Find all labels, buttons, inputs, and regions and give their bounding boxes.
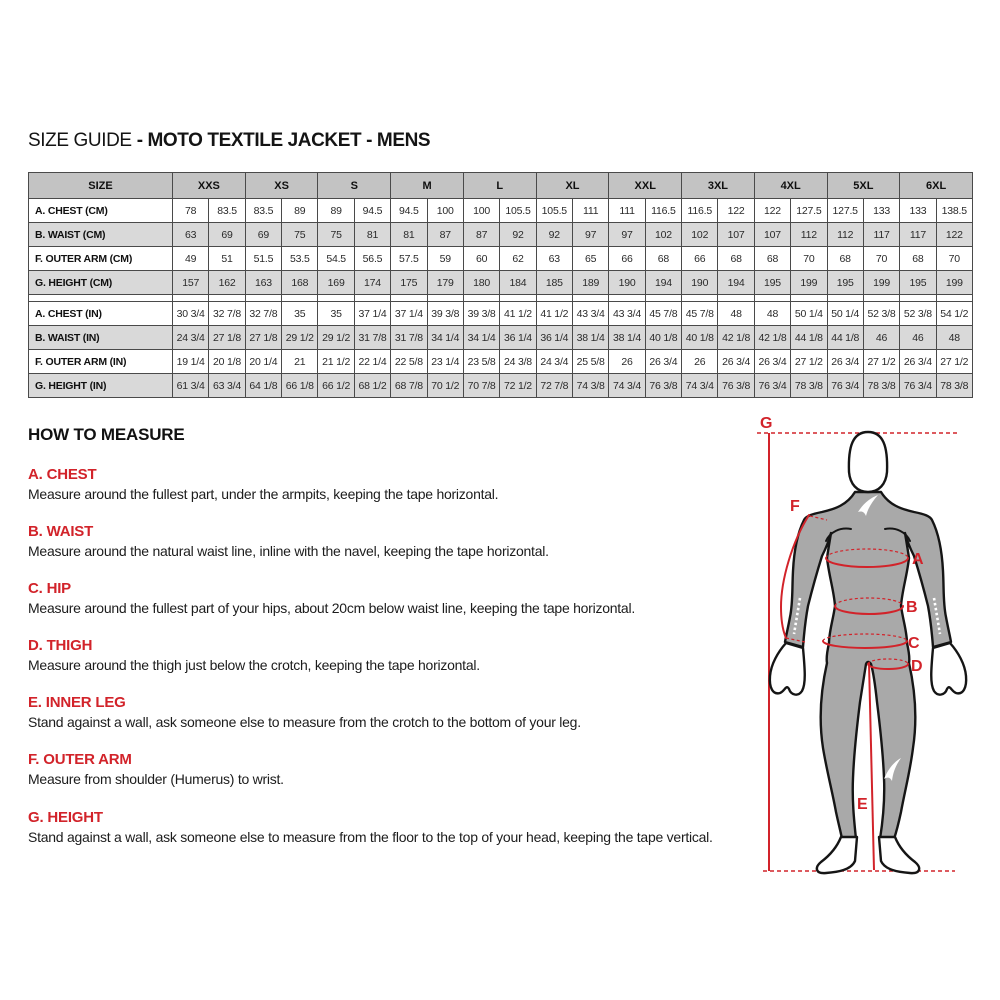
size-value-cell: 138.5 <box>936 199 972 223</box>
col-header-6xl: 6XL <box>900 173 973 199</box>
row-label: G. HEIGHT (IN) <box>29 374 173 398</box>
size-value-cell: 50 1/4 <box>791 302 827 326</box>
separator-cell <box>354 295 390 302</box>
separator-cell <box>500 295 536 302</box>
figure-label-c: C <box>908 635 920 652</box>
size-value-cell: 54 1/2 <box>936 302 972 326</box>
size-value-cell: 37 1/4 <box>354 302 390 326</box>
col-header-l: L <box>463 173 536 199</box>
size-value-cell: 39 3/8 <box>463 302 499 326</box>
size-value-cell: 89 <box>282 199 318 223</box>
size-value-cell: 100 <box>427 199 463 223</box>
col-header-xxs: XXS <box>173 173 246 199</box>
size-value-cell: 57.5 <box>391 247 427 271</box>
head <box>849 432 887 492</box>
size-value-cell: 32 7/8 <box>209 302 245 326</box>
size-value-cell: 36 1/4 <box>536 326 572 350</box>
size-value-cell: 38 1/4 <box>609 326 645 350</box>
size-value-cell: 94.5 <box>354 199 390 223</box>
cm-rows-group <box>29 199 973 295</box>
measure-section-text: Measure around the fullest part of your hips, about 20cm below waist line, keeping the tape horizontal. <box>28 600 635 617</box>
size-value-cell: 76 3/8 <box>645 374 681 398</box>
size-value-cell: 46 <box>900 326 936 350</box>
size-value-cell: 68 <box>754 247 790 271</box>
size-value-cell: 76 3/4 <box>827 374 863 398</box>
size-value-cell: 66 <box>682 247 718 271</box>
size-value-cell: 49 <box>173 247 209 271</box>
size-value-cell: 22 5/8 <box>391 350 427 374</box>
size-value-cell: 102 <box>645 223 681 247</box>
size-value-cell: 70 1/2 <box>427 374 463 398</box>
size-value-cell: 70 <box>936 247 972 271</box>
size-value-cell: 97 <box>609 223 645 247</box>
size-value-cell: 44 1/8 <box>791 326 827 350</box>
size-value-cell: 81 <box>391 223 427 247</box>
size-value-cell: 26 <box>609 350 645 374</box>
size-value-cell: 112 <box>791 223 827 247</box>
measure-section-heading: F. OUTER ARM <box>28 751 132 769</box>
separator-cell <box>645 295 681 302</box>
size-value-cell: 27 1/2 <box>863 350 899 374</box>
size-value-cell: 111 <box>573 199 609 223</box>
col-header-m: M <box>391 173 464 199</box>
size-value-cell: 24 3/4 <box>536 350 572 374</box>
size-value-cell: 133 <box>900 199 936 223</box>
measure-section-heading: D. THIGH <box>28 637 93 655</box>
size-value-cell: 185 <box>536 271 572 295</box>
size-value-cell: 81 <box>354 223 390 247</box>
size-value-cell: 127.5 <box>791 199 827 223</box>
unit-separator-row-group <box>29 295 973 302</box>
measure-section-text: Stand against a wall, ask someone else to measure from the crotch to the bottom of your leg. <box>28 714 581 731</box>
size-value-cell: 78 3/8 <box>863 374 899 398</box>
size-value-cell: 184 <box>500 271 536 295</box>
size-value-cell: 30 3/4 <box>173 302 209 326</box>
separator-cell <box>754 295 790 302</box>
size-value-cell: 38 1/4 <box>573 326 609 350</box>
size-value-cell: 29 1/2 <box>318 326 354 350</box>
size-value-cell: 76 3/4 <box>900 374 936 398</box>
table-row <box>29 271 973 295</box>
size-value-cell: 116.5 <box>682 199 718 223</box>
size-value-cell: 23 1/4 <box>427 350 463 374</box>
table-row <box>29 223 973 247</box>
measure-section-heading: E. INNER LEG <box>28 694 126 712</box>
unit-separator-row <box>29 295 973 302</box>
measure-section-heading: G. HEIGHT <box>28 808 103 826</box>
size-value-cell: 20 1/8 <box>209 350 245 374</box>
size-value-cell: 56.5 <box>354 247 390 271</box>
size-value-cell: 42 1/8 <box>754 326 790 350</box>
size-value-cell: 26 3/4 <box>645 350 681 374</box>
size-value-cell: 41 1/2 <box>536 302 572 326</box>
size-value-cell: 76 3/8 <box>718 374 754 398</box>
measure-section-heading: B. WAIST <box>28 523 94 541</box>
size-value-cell: 69 <box>245 223 281 247</box>
size-value-cell: 43 3/4 <box>573 302 609 326</box>
size-value-cell: 68 <box>827 247 863 271</box>
size-value-cell: 74 3/4 <box>609 374 645 398</box>
size-value-cell: 19 1/4 <box>173 350 209 374</box>
size-value-cell: 76 3/4 <box>754 374 790 398</box>
size-value-cell: 102 <box>682 223 718 247</box>
size-value-cell: 190 <box>609 271 645 295</box>
size-value-cell: 70 7/8 <box>463 374 499 398</box>
size-value-cell: 107 <box>754 223 790 247</box>
size-value-cell: 52 3/8 <box>900 302 936 326</box>
col-header-xxl: XXL <box>609 173 682 199</box>
size-value-cell: 26 3/4 <box>718 350 754 374</box>
size-value-cell: 111 <box>609 199 645 223</box>
size-value-cell: 122 <box>936 223 972 247</box>
separator-cell <box>29 295 173 302</box>
col-header-xs: XS <box>245 173 318 199</box>
size-value-cell: 37 1/4 <box>391 302 427 326</box>
measure-section <box>28 637 748 673</box>
size-value-cell: 61 3/4 <box>173 374 209 398</box>
size-value-cell: 41 1/2 <box>500 302 536 326</box>
size-value-cell: 35 <box>318 302 354 326</box>
left-foot <box>817 837 857 873</box>
size-value-cell: 89 <box>318 199 354 223</box>
size-value-cell: 169 <box>318 271 354 295</box>
size-value-cell: 117 <box>863 223 899 247</box>
size-value-cell: 44 1/8 <box>827 326 863 350</box>
size-value-cell: 190 <box>682 271 718 295</box>
size-value-cell: 66 1/8 <box>282 374 318 398</box>
size-value-cell: 21 <box>282 350 318 374</box>
measure-sections-list <box>28 466 748 845</box>
separator-cell <box>791 295 827 302</box>
size-value-cell: 83.5 <box>209 199 245 223</box>
figure-label-e: E <box>857 796 868 813</box>
table-row <box>29 350 973 374</box>
figure-label-a: A <box>912 551 924 568</box>
size-value-cell: 74 3/4 <box>682 374 718 398</box>
size-value-cell: 26 3/4 <box>827 350 863 374</box>
table-row <box>29 247 973 271</box>
col-header-5xl: 5XL <box>827 173 900 199</box>
size-value-cell: 66 1/2 <box>318 374 354 398</box>
size-value-cell: 27 1/2 <box>791 350 827 374</box>
measure-section <box>28 466 748 502</box>
table-row <box>29 302 973 326</box>
size-value-cell: 26 3/4 <box>754 350 790 374</box>
size-value-cell: 100 <box>463 199 499 223</box>
measure-section-text: Measure around the natural waist line, inline with the navel, keeping the tape horizontal. <box>28 543 549 560</box>
size-value-cell: 92 <box>536 223 572 247</box>
size-value-cell: 199 <box>863 271 899 295</box>
size-value-cell: 45 7/8 <box>682 302 718 326</box>
separator-cell <box>245 295 281 302</box>
size-value-cell: 23 5/8 <box>463 350 499 374</box>
size-value-cell: 26 3/4 <box>900 350 936 374</box>
size-value-cell: 34 1/4 <box>463 326 499 350</box>
row-label: F. OUTER ARM (IN) <box>29 350 173 374</box>
size-value-cell: 163 <box>245 271 281 295</box>
inner-leg-line-e <box>869 663 874 870</box>
size-value-cell: 21 1/2 <box>318 350 354 374</box>
page-title-bold: - MOTO TEXTILE JACKET - MENS <box>136 130 431 151</box>
measure-section <box>28 523 748 559</box>
size-value-cell: 70 <box>791 247 827 271</box>
separator-cell <box>463 295 499 302</box>
size-value-cell: 64 1/8 <box>245 374 281 398</box>
how-to-measure-title: HOW TO MEASURE <box>28 425 185 444</box>
separator-cell <box>863 295 899 302</box>
separator-cell <box>391 295 427 302</box>
size-value-cell: 34 1/4 <box>427 326 463 350</box>
size-value-cell: 127.5 <box>827 199 863 223</box>
separator-cell <box>209 295 245 302</box>
separator-cell <box>536 295 572 302</box>
col-header-s: S <box>318 173 391 199</box>
size-value-cell: 36 1/4 <box>500 326 536 350</box>
size-value-cell: 168 <box>282 271 318 295</box>
size-value-cell: 48 <box>718 302 754 326</box>
size-value-cell: 46 <box>863 326 899 350</box>
row-label: A. CHEST (IN) <box>29 302 173 326</box>
size-value-cell: 26 <box>682 350 718 374</box>
size-value-cell: 195 <box>754 271 790 295</box>
size-value-cell: 52 3/8 <box>863 302 899 326</box>
separator-cell <box>427 295 463 302</box>
measure-section-heading: A. CHEST <box>28 466 97 483</box>
table-row <box>29 374 973 398</box>
size-value-cell: 133 <box>863 199 899 223</box>
size-value-cell: 68 7/8 <box>391 374 427 398</box>
size-value-cell: 31 7/8 <box>354 326 390 350</box>
table-row <box>29 326 973 350</box>
table-row <box>29 199 973 223</box>
size-value-cell: 83.5 <box>245 199 281 223</box>
size-value-cell: 97 <box>573 223 609 247</box>
size-value-cell: 122 <box>718 199 754 223</box>
separator-cell <box>936 295 972 302</box>
size-value-cell: 39 3/8 <box>427 302 463 326</box>
size-value-cell: 22 1/4 <box>354 350 390 374</box>
size-value-cell: 62 <box>500 247 536 271</box>
in-rows-group <box>29 302 973 398</box>
separator-cell <box>282 295 318 302</box>
separator-cell <box>718 295 754 302</box>
row-label: B. WAIST (IN) <box>29 326 173 350</box>
size-value-cell: 78 3/8 <box>791 374 827 398</box>
measure-section-text: Stand against a wall, ask someone else to measure from the floor to the top of your head, keeping the tape vertical. <box>28 828 713 845</box>
size-value-cell: 72 1/2 <box>500 374 536 398</box>
size-value-cell: 25 5/8 <box>573 350 609 374</box>
size-value-cell: 27 1/2 <box>936 350 972 374</box>
size-value-cell: 51.5 <box>245 247 281 271</box>
size-column-header: SIZE <box>29 173 173 199</box>
size-value-cell: 35 <box>282 302 318 326</box>
size-value-cell: 43 3/4 <box>609 302 645 326</box>
size-value-cell: 68 1/2 <box>354 374 390 398</box>
separator-cell <box>827 295 863 302</box>
measure-section-text: Measure around the fullest part, under the armpits, keeping the tape horizontal. <box>28 486 499 502</box>
right-hand <box>931 643 966 695</box>
table-header-row <box>29 173 973 199</box>
separator-cell <box>573 295 609 302</box>
size-value-cell: 31 7/8 <box>391 326 427 350</box>
size-value-cell: 27 1/8 <box>245 326 281 350</box>
size-value-cell: 107 <box>718 223 754 247</box>
size-value-cell: 66 <box>609 247 645 271</box>
size-value-cell: 48 <box>936 326 972 350</box>
size-value-cell: 94.5 <box>391 199 427 223</box>
row-label: A. CHEST (CM) <box>29 199 173 223</box>
size-value-cell: 29 1/2 <box>282 326 318 350</box>
size-value-cell: 116.5 <box>645 199 681 223</box>
size-value-cell: 162 <box>209 271 245 295</box>
size-value-cell: 105.5 <box>500 199 536 223</box>
figure-label-d: D <box>911 658 923 675</box>
left-hand <box>770 643 805 695</box>
size-value-cell: 75 <box>318 223 354 247</box>
size-value-cell: 69 <box>209 223 245 247</box>
size-value-cell: 195 <box>827 271 863 295</box>
row-label: B. WAIST (CM) <box>29 223 173 247</box>
size-value-cell: 194 <box>645 271 681 295</box>
size-value-cell: 68 <box>645 247 681 271</box>
size-value-cell: 59 <box>427 247 463 271</box>
size-value-cell: 195 <box>900 271 936 295</box>
size-value-cell: 75 <box>282 223 318 247</box>
size-value-cell: 68 <box>900 247 936 271</box>
size-value-cell: 24 3/8 <box>500 350 536 374</box>
size-value-cell: 189 <box>573 271 609 295</box>
measure-section <box>28 580 748 616</box>
size-value-cell: 54.5 <box>318 247 354 271</box>
size-value-cell: 87 <box>427 223 463 247</box>
size-value-cell: 63 <box>536 247 572 271</box>
separator-cell <box>900 295 936 302</box>
size-value-cell: 157 <box>173 271 209 295</box>
size-value-cell: 24 3/4 <box>173 326 209 350</box>
size-value-cell: 70 <box>863 247 899 271</box>
size-value-cell: 92 <box>500 223 536 247</box>
size-value-cell: 60 <box>463 247 499 271</box>
page-title-regular: SIZE GUIDE <box>28 130 132 151</box>
size-value-cell: 68 <box>718 247 754 271</box>
size-value-cell: 63 3/4 <box>209 374 245 398</box>
size-value-cell: 112 <box>827 223 863 247</box>
measure-section <box>28 809 748 845</box>
size-value-cell: 48 <box>754 302 790 326</box>
size-value-cell: 117 <box>900 223 936 247</box>
size-value-cell: 78 <box>173 199 209 223</box>
size-value-cell: 105.5 <box>536 199 572 223</box>
size-value-cell: 50 1/4 <box>827 302 863 326</box>
col-header-4xl: 4XL <box>754 173 827 199</box>
size-value-cell: 122 <box>754 199 790 223</box>
size-value-cell: 174 <box>354 271 390 295</box>
col-header-3xl: 3XL <box>682 173 755 199</box>
size-value-cell: 179 <box>427 271 463 295</box>
measure-section-heading: C. HIP <box>28 580 71 598</box>
size-value-cell: 53.5 <box>282 247 318 271</box>
row-label: F. OUTER ARM (CM) <box>29 247 173 271</box>
size-value-cell: 72 7/8 <box>536 374 572 398</box>
row-label: G. HEIGHT (CM) <box>29 271 173 295</box>
size-value-cell: 40 1/8 <box>645 326 681 350</box>
col-header-xl: XL <box>536 173 609 199</box>
size-value-cell: 51 <box>209 247 245 271</box>
right-foot <box>879 837 919 873</box>
measurement-figure <box>740 408 980 883</box>
how-to-measure-section <box>28 425 748 866</box>
size-value-cell: 180 <box>463 271 499 295</box>
size-value-cell: 32 7/8 <box>245 302 281 326</box>
measure-section <box>28 751 748 787</box>
separator-cell <box>609 295 645 302</box>
size-value-cell: 42 1/8 <box>718 326 754 350</box>
size-value-cell: 45 7/8 <box>645 302 681 326</box>
page-title <box>28 130 430 152</box>
size-value-cell: 199 <box>936 271 972 295</box>
size-value-cell: 20 1/4 <box>245 350 281 374</box>
size-value-cell: 74 3/8 <box>573 374 609 398</box>
separator-cell <box>318 295 354 302</box>
separator-cell <box>173 295 209 302</box>
size-value-cell: 78 3/8 <box>936 374 972 398</box>
size-value-cell: 87 <box>463 223 499 247</box>
figure-label-g: G <box>760 415 773 432</box>
size-table <box>28 172 973 398</box>
measure-section <box>28 694 748 730</box>
size-value-cell: 199 <box>791 271 827 295</box>
size-value-cell: 175 <box>391 271 427 295</box>
size-value-cell: 63 <box>173 223 209 247</box>
size-value-cell: 40 1/8 <box>682 326 718 350</box>
size-value-cell: 194 <box>718 271 754 295</box>
measure-section-text: Measure around the thigh just below the crotch, keeping the tape horizontal. <box>28 657 480 674</box>
figure-label-f: F <box>790 498 800 515</box>
separator-cell <box>682 295 718 302</box>
size-value-cell: 65 <box>573 247 609 271</box>
measure-section-text: Measure from shoulder (Humerus) to wrist. <box>28 771 284 788</box>
size-value-cell: 27 1/8 <box>209 326 245 350</box>
figure-label-b: B <box>906 599 918 616</box>
